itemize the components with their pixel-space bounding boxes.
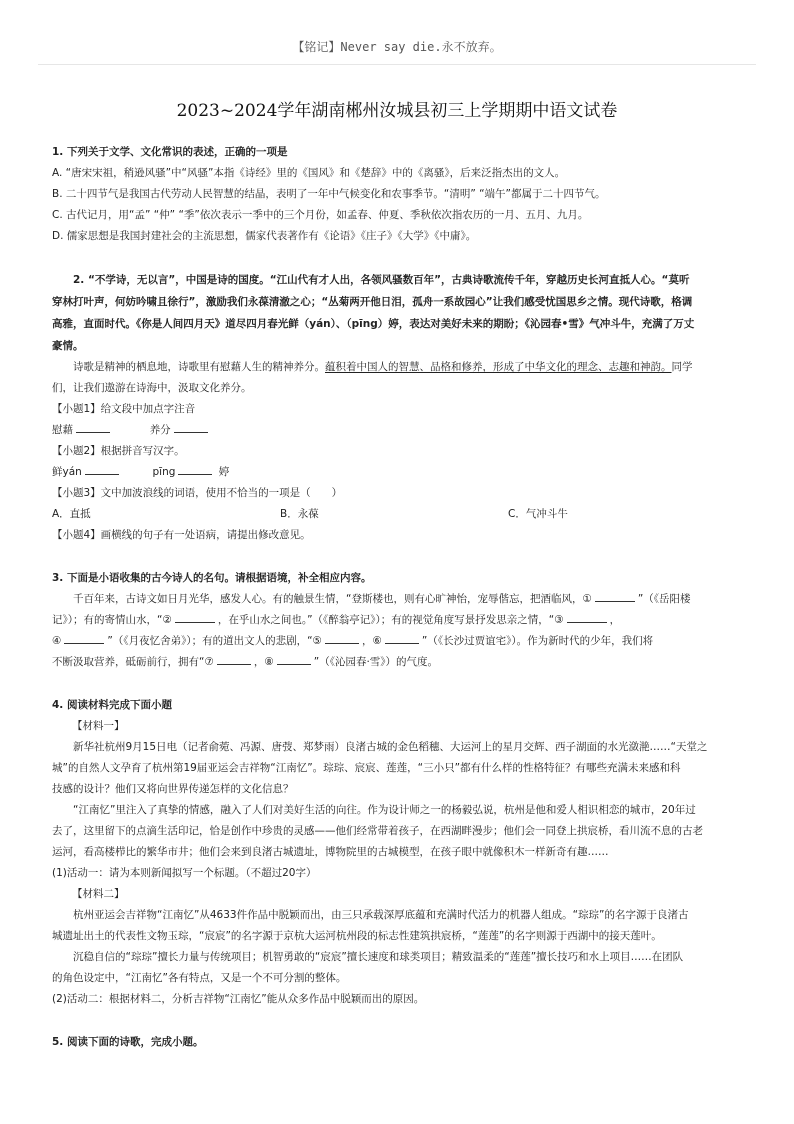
q2-sub3-option-a[interactable]: A．直抵	[52, 508, 91, 520]
q2-sub2-word-a: 鲜yán	[52, 466, 82, 478]
q3-blank-8[interactable]	[277, 652, 311, 665]
q2-passage-post: 同学	[671, 361, 693, 373]
q3-blank-6[interactable]	[385, 631, 419, 644]
q3-blank-5[interactable]	[325, 631, 359, 644]
q3-line-3-c: ，⑥	[361, 635, 382, 647]
q2-stem-line-3: 高雅，直面时代。《你是人间四月天》道尽四月春光鲜（yán）、（pīng）婷，表达对美好未来的期盼；《沁园春•雪》气冲斗牛，充满了万丈	[52, 318, 695, 330]
q3-line-3-d: ”（《长沙过贾谊宅》）。作为新时代的少年，我们将	[421, 635, 654, 647]
q1-option-b: B. 二十四节气是我国古代劳动人民智慧的结晶，表明了一年中气候变化和农事季节。“清明” “端午”都属于二十四节气。	[52, 188, 606, 200]
q3-line-4-a: 不断汲取营养，砥砺前行，拥有“⑦	[52, 656, 214, 668]
q2-passage-pre: 诗歌是精神的栖息地，诗歌里有慰藉人生的精神养分。	[73, 361, 325, 373]
q2-sub1-word-a: 慰藉	[52, 424, 73, 436]
q2-sub3-label: 【小题3】文中加波浪线的词语，使用不恰当的一项是（ ）	[52, 487, 343, 499]
q4-m1-p1-l2: 城”的自然人文孕育了杭州第19届亚运会吉祥物“江南忆”。琮琮、宸宸、莲莲，“三小只”都有什么样的性格特征？有哪些充满未来感和科	[52, 762, 681, 774]
q4-m2-p2-l1: 沉稳自信的“琮琮”擅长力量与传统项目；机智勇敢的“宸宸”擅长速度和球类项目；精致温柔的“莲莲”擅长技巧和水上项目……在团队	[73, 951, 684, 963]
q2-passage	[52, 357, 744, 378]
q2-sub3-option-c[interactable]: C．气冲斗牛	[508, 508, 568, 520]
q5-head: 5. 阅读下面的诗歌，完成小题。	[52, 1036, 204, 1048]
q3-line-2	[52, 610, 744, 631]
q4-m2-p1-l1: 杭州亚运会吉祥物“江南忆”从4633件作品中脱颖而出，由三只承载深厚底蕴和充满时代活力的机器人组成。“琮琮”的名字源于良渚古	[73, 909, 689, 921]
q3-line-4	[52, 652, 744, 673]
q4-material-2-label: 【材料二】	[72, 888, 125, 900]
exam-content	[52, 142, 744, 1053]
q3-line-1-text: 千百年来，古诗文如日月光华，感发人心。有的触景生情，“登斯楼也，则有心旷神怡，宠辱偕忘，把酒临风，①	[73, 593, 592, 605]
q3-line-3-a: ④	[52, 635, 62, 647]
header-motto: 【铭记】Never say die.永不放弃。	[292, 40, 502, 54]
q4-m1-p1-l3: 技感的设计？他们又将向世界传递怎样的文化信息？	[52, 783, 294, 795]
q2-sub1-label: 【小题1】给文段中加点字注音	[52, 403, 196, 415]
q2-sub2-word-b: pīng	[152, 466, 176, 478]
page-title: 2023~2024学年湖南郴州汝城县初三上学期期中语文试卷	[176, 101, 618, 121]
q4-m2-p1-l2: 城遗址出土的代表性文物玉琮，“宸宸”的名字源于京杭大运河杭州段的标志性建筑拱宸桥，“莲莲”的名字则源于西湖中的接天莲叶。	[52, 930, 662, 942]
q3-blank-4[interactable]	[64, 631, 104, 644]
q2-sub4-label: 【小题4】画横线的句子有一处语病，请提出修改意见。	[52, 529, 311, 541]
q3-head: 3. 下面是小语收集的古今诗人的名句。请根据语境，补全相应内容。	[52, 572, 372, 584]
q2-stem-line-4: 豪情。	[52, 340, 84, 352]
q3-line-1	[52, 589, 744, 610]
q4-m1-p2-l2: 去了，这里留下的点滴生活印记，恰是创作中珍贵的灵感——他们经常带着孩子，在西湖畔漫步；他们会一同登上拱宸桥，看川流不息的古老	[52, 825, 703, 837]
q2-sub2-blanks	[52, 462, 744, 483]
q2-sub2-label: 【小题2】根据拼音写汉字。	[52, 445, 185, 457]
q2-stem-line-1: 2. “不学诗，无以言”，中国是诗的国度。“江山代有才人出，各领风骚数百年”，古典诗歌流传千年，穿越历史长河直抵人心。“莫听	[73, 274, 690, 286]
q2-sub2-word-b-tail: 婷	[218, 466, 230, 478]
q3-blank-2[interactable]	[175, 610, 215, 623]
q4-m1-p1-l1: 新华社杭州9月15日电（记者俞菀、冯源、唐弢、郑梦雨）良渚古城的金色稻穗、大运河上的星月交辉、西子湖面的水光潋滟……“天堂之	[73, 741, 708, 753]
q2-underlined-sentence: 蕴积着中国人的智慧、品格和修养，形成了中华文化的理念、志趣和神韵。	[325, 361, 672, 373]
q3-blank-7[interactable]	[217, 652, 251, 665]
q2-sub3-option-b[interactable]: B．永葆	[280, 508, 319, 520]
q2-sub1-blank-a[interactable]	[76, 420, 110, 433]
q3-line-2-b: ，在乎山水之间也。”（《醉翁亭记》）；有的视觉角度写景抒发思亲之情，“③	[217, 614, 564, 626]
q2-sub1-blanks	[52, 420, 744, 441]
q3-line-3-b: ”（《月夜忆舍弟》）；有的道出文人的悲剧，“⑤	[107, 635, 322, 647]
q3-line-4-c: ”（《沁园春·雪》）的气度。	[313, 656, 439, 668]
q1-option-c: C. 古代记月，用“孟” “仲” “季”依次表示一季中的三个月份，如孟春、仲夏、季秋依次指农历的一月、五月、九月。	[52, 209, 589, 221]
header-divider	[38, 64, 756, 65]
q3-line-2-c: ，	[609, 614, 621, 626]
q1-option-d: D. 儒家思想是我国封建社会的主流思想，儒家代表著作有《论语》《庄子》《大学》《中庸》。	[52, 230, 477, 242]
q3-line-2-a: 记》）；有的寄情山水，“②	[52, 614, 172, 626]
q3-line-3	[52, 631, 744, 652]
q3-line-1-tail: ”（《岳阳楼	[637, 593, 691, 605]
q1-head: 1. 下列关于文学、文化常识的表述，正确的一项是	[52, 146, 288, 158]
q2-sub2-blank-a[interactable]	[85, 462, 119, 475]
q4-activity-1: (1)活动一：请为本则新闻拟写一个标题。（不超过20字）	[52, 867, 317, 879]
q4-m1-p2-l3: 运河，看高楼栉比的繁华市井；他们会来到良渚古城遗址，博物院里的古城模型，在孩子眼中就像积木一样新奇有趣……	[52, 846, 609, 858]
q2-passage-line-2: 们，让我们遨游在诗海中，汲取文化养分。	[52, 382, 252, 394]
q4-m2-p2-l2: 的角色设定中，“江南忆”各有特点，又是一个不可分割的整体。	[52, 972, 347, 984]
q2-sub1-word-b: 养分	[149, 424, 171, 436]
q2-sub3-options	[52, 504, 744, 525]
q4-activity-2: (2)活动二：根据材料二，分析吉祥物“江南忆”能从众多作品中脱颖而出的原因。	[52, 993, 425, 1005]
q2-sub1-blank-b[interactable]	[174, 420, 208, 433]
q4-head: 4. 阅读材料完成下面小题	[52, 699, 172, 711]
q4-material-1-label: 【材料一】	[72, 720, 125, 732]
q1-option-a: A. “唐宋宋祖，稍逊风骚”中“风骚”本指《诗经》里的《国风》和《楚辞》中的《离骚》，后来泛指杰出的文人。	[52, 167, 566, 179]
q2-sub2-blank-b[interactable]	[178, 462, 212, 475]
q4-m1-p2-l1: “江南忆”里注入了真挚的情感，融入了人们对美好生活的向往。作为设计师之一的杨毅弘说，杭州是他和爱人相识相恋的城市，20年过	[73, 804, 696, 816]
q3-line-4-b: ，⑧	[253, 656, 274, 668]
q3-blank-3[interactable]	[567, 610, 607, 623]
q2-stem-line-2: 穿林打叶声，何妨吟啸且徐行”，激励我们永葆清澈之心；“丛菊两开他日泪，孤舟一系故园心”让我们感受忧国思乡之情。现代诗歌，格调	[52, 296, 693, 308]
q3-blank-1[interactable]	[595, 589, 635, 602]
